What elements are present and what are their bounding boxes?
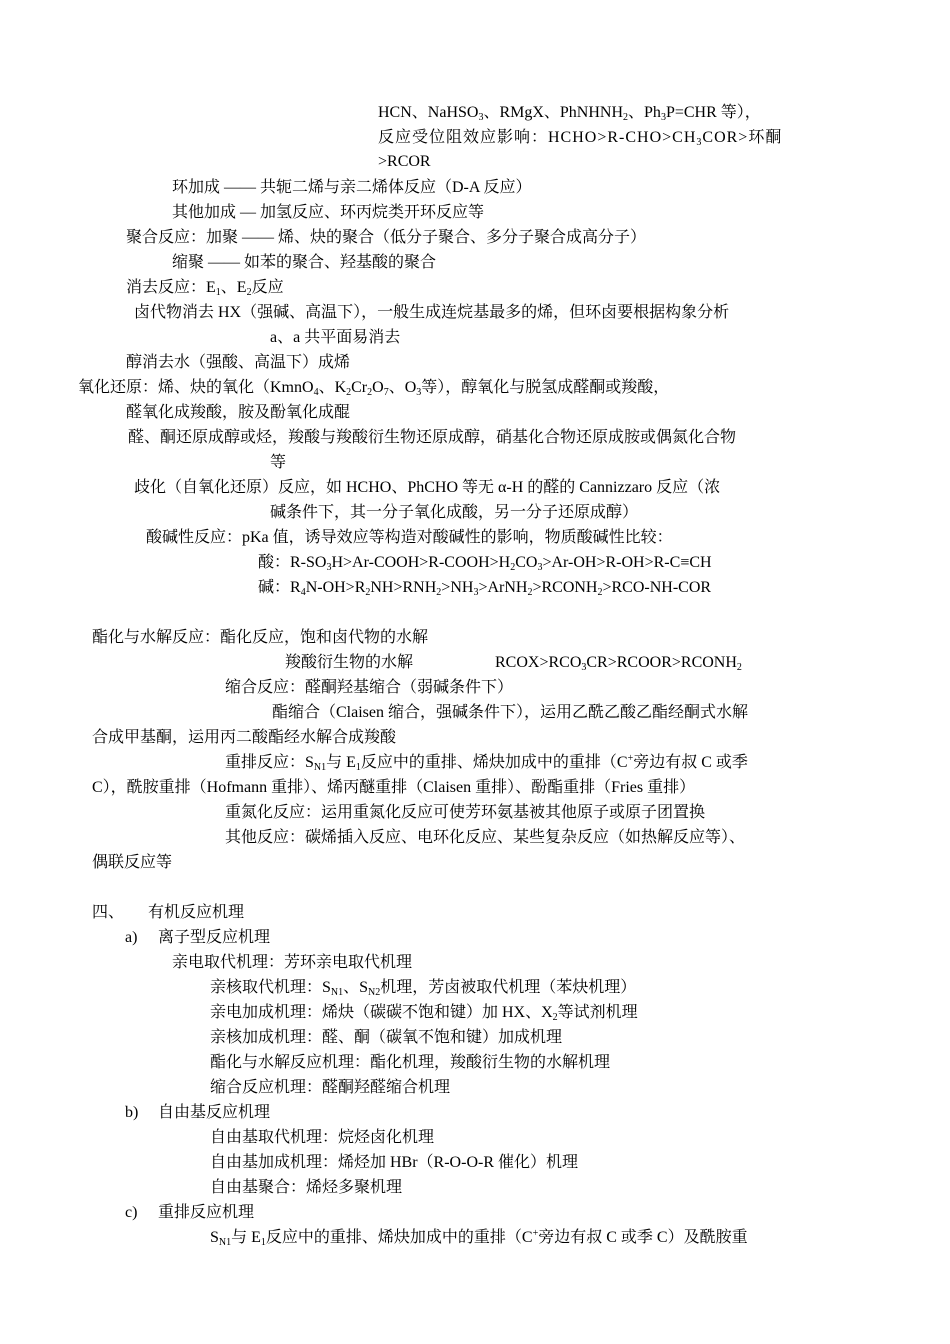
text-line: 酯化与水解反应：酯化反应，饱和卤代物的水解	[92, 629, 429, 646]
list-marker: b)	[125, 1104, 139, 1121]
text-line: C），酰胺重排（Hofmann 重排）、烯丙醚重排（Claisen 重排）、酚酯重排（Fries 重排）	[92, 779, 696, 796]
list-marker: a)	[125, 929, 138, 946]
text-line: 其他反应：碳烯插入反应、电环化反应、某些复杂反应（如热解反应等）、	[225, 829, 746, 846]
text-line: $RCOX>RCO_3CR>RCOOR>RCONH_2$	[495, 654, 742, 673]
subsection-heading: 重排反应机理	[158, 1204, 255, 1221]
text-line: 酸：$R-SO_3H>Ar-COOH>R-COOH>H_2CO_3>Ar-OH>R-OH>R-C\equiv CH$	[258, 554, 712, 573]
text-line: 重排反应：$S_{N1}$与 $E_1$反应中的重排、烯炔加成中的重排（C+旁边有叔 C 或季	[225, 753, 748, 773]
text-line: 等	[270, 454, 287, 471]
text-line: 卤代物消去 HX（强碱、高温下），一般生成连烷基最多的烯，但环卤要根据构象分析	[134, 304, 730, 321]
text-line: 自由基加成机理：烯烃加 HBr（R-O-O-R 催化）机理	[210, 1154, 578, 1171]
text-line: 缩合反应：醛酮羟基缩合（弱碱条件下）	[225, 679, 514, 696]
text-line: 酯缩合（Claisen 缩合，强碱条件下），运用乙酰乙酸乙酯经酮式水解	[272, 704, 748, 721]
text-line: 消去反应：$E_1$、$E_2$反应	[126, 279, 284, 298]
section-heading: 有机反应机理	[148, 904, 245, 921]
text-line: 碱条件下，其一分子氧化成酸，另一分子还原成醇）	[270, 504, 639, 521]
text-line: 酯化与水解反应机理：酯化机理，羧酸衍生物的水解机理	[210, 1054, 611, 1071]
text-line: 碱：$R_4N-OH>R_2NH>RNH_2>NH_3>ArNH_2>RCONH_2>RCO-NH$-COR	[258, 579, 712, 598]
text-line: 聚合反应：加聚 —— 烯、炔的聚合（低分子聚合、多分子聚合成高分子）	[126, 229, 647, 246]
subsection-heading: 自由基反应机理	[158, 1104, 271, 1121]
text-line: 反应受位阻效应影响：$HCHO>R-CHO>CH_3COR>$环酮	[378, 129, 783, 148]
text-line: 羧酸衍生物的水解	[285, 654, 414, 671]
text-line: 环加成 —— 共轭二烯与亲二烯体反应（D-A 反应）	[172, 179, 532, 196]
list-marker: c)	[125, 1204, 138, 1221]
text-line: 歧化（自氧化还原）反应，如 HCHO、PhCHO 等无 α-H 的醛的 Cannizzaro 反应（浓	[134, 479, 721, 496]
text-line: a、a 共平面易消去	[270, 329, 401, 346]
text-line: 合成甲基酮，运用丙二酸酯经水解合成羧酸	[92, 729, 397, 746]
text-line: 偶联反应等	[92, 854, 173, 871]
text-line: >RCOR	[378, 153, 431, 170]
text-line: 自由基聚合：烯烃多聚机理	[210, 1179, 403, 1196]
text-line: 醇消去水（强酸、高温下）成烯	[126, 354, 351, 371]
text-line: 缩聚 —— 如苯的聚合、羟基酸的聚合	[172, 254, 437, 271]
text-line: 重氮化反应：运用重氮化反应可使芳环氨基被其他原子或原子团置换	[225, 804, 706, 821]
text-line: 醛氧化成羧酸，胺及酚氧化成醌	[126, 404, 351, 421]
text-line: 缩合反应机理：醛酮羟醛缩合机理	[210, 1079, 451, 1096]
text-line: 亲电取代机理：芳环亲电取代机理	[172, 954, 413, 971]
text-line: 自由基取代机理：烷烃卤化机理	[210, 1129, 435, 1146]
text-line: $S_{N1}$与 $E_1$反应中的重排、烯炔加成中的重排（C+旁边有叔 C 或季 C）及酰胺重	[210, 1228, 748, 1248]
section-number: 四、	[92, 904, 125, 921]
subsection-heading: 离子型反应机理	[158, 929, 271, 946]
text-line: 其他加成 — 加氢反应、环丙烷类开环反应等	[172, 204, 485, 221]
text-line: 酸碱性反应：pKa 值，诱导效应等构造对酸碱性的影响，物质酸碱性比较：	[146, 529, 673, 546]
text-line: 醛、酮还原成醇或烃，羧酸与羧酸衍生物还原成醇，硝基化合物还原成胺或偶氮化合物	[128, 429, 737, 446]
text-line: 亲电加成机理：烯炔（碳碳不饱和键）加 HX、$X_2$等试剂机理	[210, 1004, 638, 1023]
text-line: 亲核加成机理：醛、酮（碳氧不饱和键）加成机理	[210, 1029, 563, 1046]
text-line: HCN、NaHSO$_3$、RMgX、PhNHNH$_2$、$Ph_3P=CHR$ 等），	[378, 104, 761, 123]
text-line: 亲核取代机理：$S_{N1}$、$S_{N2}$机理，芳卤被取代机理（苯炔机理）	[210, 979, 637, 998]
text-line: 氧化还原：烯、炔的氧化（KmnO$_4$、$K_2Cr_2O_7$、$O_3$等），醇氧化与脱氢成醛酮或羧酸，	[78, 379, 670, 398]
